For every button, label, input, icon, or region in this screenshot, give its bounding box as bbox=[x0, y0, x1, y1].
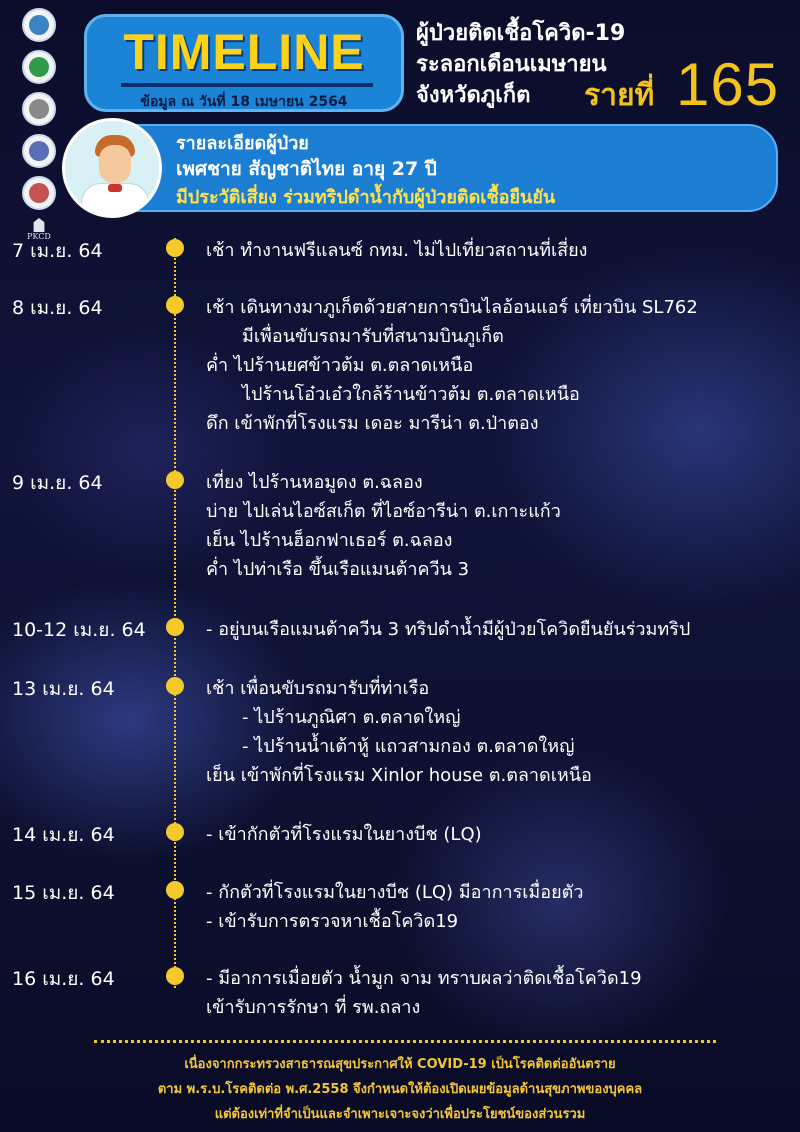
entry-line: ค่ำ ไปร้านยศข้าวต้ม ต.ตลาดเหนือ bbox=[206, 355, 474, 376]
agency-logos bbox=[16, 8, 62, 244]
entry-date: 13 เม.ย. 64 bbox=[12, 678, 115, 700]
title-underline bbox=[121, 83, 373, 87]
entry-date: 16 เม.ย. 64 bbox=[12, 968, 115, 990]
entry-date: 9 เม.ย. 64 bbox=[12, 472, 103, 494]
timeline-dot bbox=[166, 967, 184, 985]
timeline-dot bbox=[166, 881, 184, 899]
health-dept-logo bbox=[22, 50, 56, 84]
case-number: 165 bbox=[676, 51, 780, 118]
provincial-seal-logo bbox=[22, 92, 56, 126]
entry-line: - กักตัวที่โรงแรมในยางบีช (LQ) มีอาการเมื่อยตัว bbox=[206, 882, 584, 903]
case-label: รายที่ bbox=[584, 78, 655, 113]
heading-line: ผู้ป่วยติดเชื้อโควิด-19 bbox=[416, 21, 626, 46]
entry-date: 8 เม.ย. 64 bbox=[12, 297, 103, 319]
timeline-title: TIMELINE bbox=[123, 24, 365, 80]
timeline-dot bbox=[166, 618, 184, 636]
timeline-dot bbox=[166, 823, 184, 841]
entry-line: เช้า ทำงานฟรีแลนซ์ กทม. ไม่ไปเที่ยวสถานที่เสี่ยง bbox=[206, 240, 588, 261]
footer-divider bbox=[94, 1040, 716, 1043]
pkcd-label: PKCD bbox=[27, 232, 51, 241]
entry-line: เข้ารับการรักษา ที่ รพ.ถลาง bbox=[206, 997, 421, 1018]
entry-line: มีเพื่อนขับรถมารับที่สนามบินภูเก็ต bbox=[242, 326, 504, 347]
timeline-dot bbox=[166, 296, 184, 314]
patient-avatar bbox=[62, 118, 162, 218]
entry-date: 10-12 เม.ย. 64 bbox=[12, 619, 146, 641]
entry-line: เช้า เดินทางมาภูเก็ตด้วยสายการบินไลอ้อนแอร์ เที่ยวบิน SL762 bbox=[206, 297, 698, 318]
entry-line: บ่าย ไปเล่นไอซ์สเก็ต ที่ไอซ์อารีน่า ต.เกาะแก้ว bbox=[206, 501, 561, 522]
entry-line: เที่ยง ไปร้านหอมูดง ต.ฉลอง bbox=[206, 472, 423, 493]
district-logo bbox=[22, 176, 56, 210]
entry-date: 14 เม.ย. 64 bbox=[12, 824, 115, 846]
ministry-logo bbox=[22, 8, 56, 42]
entry-line: ไปร้านโอ๋วเอ๋วใกล้ร้านข้าวต้ม ต.ตลาดเหนือ bbox=[242, 384, 580, 405]
entry-line: เช้า เพื่อนขับรถมารับที่ท่าเรือ bbox=[206, 678, 430, 699]
entry-line: ค่ำ ไปท่าเรือ ขึ้นเรือแมนต้าควีน 3 bbox=[206, 559, 470, 580]
patient-risk: มีประวัติเสี่ยง ร่วมทริปดำน้ำกับผู้ป่วยติดเชื้อยืนยัน bbox=[176, 187, 556, 208]
entry-line: เย็น เข้าพักที่โรงแรม Xinlor house ต.ตลาดเหนือ bbox=[206, 765, 592, 786]
hospital-logo bbox=[22, 134, 56, 168]
footer-disclaimer bbox=[0, 1052, 800, 1127]
patient-info: เพศชาย สัญชาติไทย อายุ 27 ปี bbox=[176, 158, 437, 180]
entry-line: - เข้ากักตัวที่โรงแรมในยางบีช (LQ) bbox=[206, 824, 482, 845]
entry-line: เย็น ไปร้านฮ็อกฟาเธอร์ ต.ฉลอง bbox=[206, 530, 453, 551]
timeline-dot bbox=[166, 239, 184, 257]
entry-line: - ไปร้านภูณิศา ต.ตลาดใหญ่ bbox=[242, 707, 461, 728]
entry-date: 15 เม.ย. 64 bbox=[12, 882, 115, 904]
timeline-spine bbox=[174, 238, 176, 988]
entry-line: ดึก เข้าพักที่โรงแรม เดอะ มารีน่า ต.ป่าตอง bbox=[206, 413, 539, 434]
heading-line: จังหวัดภูเก็ต bbox=[416, 83, 531, 108]
entry-line: - อยู่บนเรือแมนต้าควีน 3 ทริปดำน้ำมีผู้ป่วยโควิดยืนยันร่วมทริป bbox=[206, 619, 691, 640]
entry-line: - ไปร้านน้ำเต้าหู้ แถวสามกอง ต.ตลาดใหญ่ bbox=[242, 736, 575, 757]
timeline-title-box bbox=[84, 14, 404, 112]
entry-line: - มีอาการเมื่อยตัว น้ำมูก จาม ทราบผลว่าติดเชื้อโควิด19 bbox=[206, 968, 642, 989]
timeline-dot bbox=[166, 471, 184, 489]
footer-line: แต่ต้องเท่าที่จำเป็นและจำเพาะเจาะจงว่าเพื่อประโยชน์ของส่วนรวม bbox=[214, 1107, 586, 1122]
entry-line: - เข้ารับการตรวจหาเชื้อโควิด19 bbox=[206, 911, 459, 932]
footer-line: เนื่องจากกระทรวงสาธารณสุขประกาศให้ COVID-19 เป็นโรคติดต่ออันตราย bbox=[184, 1057, 616, 1072]
patient-details-title: รายละเอียดผู้ป่วย bbox=[176, 133, 309, 154]
entry-date: 7 เม.ย. 64 bbox=[12, 240, 103, 262]
timeline-dot bbox=[166, 677, 184, 695]
data-date: ข้อมูล ณ วันที่ 18 เมษายน 2564 bbox=[140, 94, 348, 110]
heading-line: ระลอกเดือนเมษายน bbox=[416, 52, 607, 77]
footer-line: ตาม พ.ร.บ.โรคติดต่อ พ.ศ.2558 จึงกำหนดให้ต้องเปิดเผยข้อมูลด้านสุขภาพของบุคคล bbox=[157, 1082, 643, 1097]
